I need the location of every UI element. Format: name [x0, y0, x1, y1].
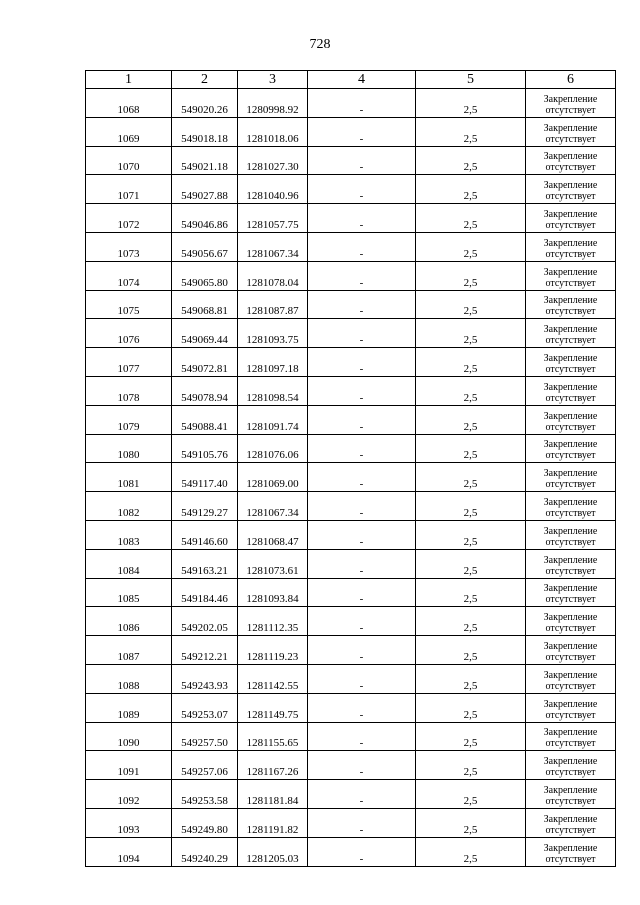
- fixation-status-cell: [526, 837, 616, 866]
- fixation-status-line-2: отсутствует: [545, 133, 596, 145]
- point-number-cell: 1089: [86, 693, 172, 722]
- fixation-status-line-2: отсутствует: [545, 248, 596, 260]
- fixation-status-line-1: Закрепление: [543, 324, 598, 336]
- fixation-status-line-1: Закрепление: [543, 180, 598, 192]
- column-4-cell: -: [308, 837, 416, 866]
- fixation-status-line-2: отсутствует: [545, 536, 596, 548]
- fixation-status-line-2: отсутствует: [545, 392, 596, 404]
- column-5-cell: 2,5: [416, 636, 526, 665]
- table-row: [86, 780, 616, 809]
- fixation-status-line-2: отсутствует: [545, 219, 596, 231]
- fixation-status-cell: [526, 405, 616, 434]
- fixation-status-cell: [526, 751, 616, 780]
- point-number-cell: 1084: [86, 549, 172, 578]
- fixation-status-line-1: Закрепление: [543, 151, 598, 163]
- table-row: [86, 808, 616, 837]
- column-5-cell: 2,5: [416, 146, 526, 175]
- fixation-status-cell: [526, 549, 616, 578]
- fixation-status-cell: [526, 693, 616, 722]
- column-4-cell: -: [308, 376, 416, 405]
- column-5-cell: 2,5: [416, 434, 526, 463]
- x-coordinate-cell: 549240.29: [172, 837, 238, 866]
- point-number-cell: 1083: [86, 520, 172, 549]
- fixation-status-cell: [526, 636, 616, 665]
- fixation-status-line-1: Закрепление: [543, 381, 598, 393]
- y-coordinate-cell: 1281097.18: [238, 348, 308, 377]
- fixation-status-line-2: отсутствует: [545, 767, 596, 779]
- table-row: [86, 175, 616, 204]
- fixation-status-line-2: отсутствует: [545, 277, 596, 289]
- y-coordinate-cell: 1281191.82: [238, 808, 308, 837]
- fixation-status-cell: [526, 463, 616, 492]
- point-number-cell: 1092: [86, 780, 172, 809]
- fixation-status-cell: [526, 664, 616, 693]
- table-row: [86, 290, 616, 319]
- column-5-cell: 2,5: [416, 693, 526, 722]
- point-number-cell: 1072: [86, 204, 172, 233]
- x-coordinate-cell: 549056.67: [172, 232, 238, 261]
- table-row: [86, 463, 616, 492]
- fixation-status-line-2: отсутствует: [545, 507, 596, 519]
- column-4-cell: -: [308, 204, 416, 233]
- x-coordinate-cell: 549078.94: [172, 376, 238, 405]
- column-4-cell: -: [308, 348, 416, 377]
- fixation-status-line-2: отсутствует: [545, 651, 596, 663]
- fixation-status-line-1: Закрепление: [543, 698, 598, 710]
- point-number-cell: 1070: [86, 146, 172, 175]
- column-header-6: 6: [526, 71, 616, 89]
- y-coordinate-cell: 1281076.06: [238, 434, 308, 463]
- x-coordinate-cell: 549129.27: [172, 492, 238, 521]
- x-coordinate-cell: 549020.26: [172, 89, 238, 118]
- y-coordinate-cell: 1281149.75: [238, 693, 308, 722]
- column-5-cell: 2,5: [416, 175, 526, 204]
- fixation-status-line-2: отсутствует: [545, 565, 596, 577]
- point-number-cell: 1073: [86, 232, 172, 261]
- fixation-status-line-1: Закрепление: [543, 842, 598, 854]
- table-row: [86, 578, 616, 607]
- x-coordinate-cell: 549243.93: [172, 664, 238, 693]
- x-coordinate-cell: 549117.40: [172, 463, 238, 492]
- fixation-status-cell: [526, 319, 616, 348]
- table-row: [86, 520, 616, 549]
- column-5-cell: 2,5: [416, 492, 526, 521]
- x-coordinate-cell: 549027.88: [172, 175, 238, 204]
- x-coordinate-cell: 549257.50: [172, 722, 238, 751]
- column-5-cell: 2,5: [416, 808, 526, 837]
- point-number-cell: 1076: [86, 319, 172, 348]
- fixation-status-cell: [526, 290, 616, 319]
- table-row: [86, 146, 616, 175]
- y-coordinate-cell: 1281057.75: [238, 204, 308, 233]
- point-number-cell: 1081: [86, 463, 172, 492]
- column-5-cell: 2,5: [416, 837, 526, 866]
- table-row: [86, 722, 616, 751]
- y-coordinate-cell: 1281067.34: [238, 492, 308, 521]
- table-row: [86, 376, 616, 405]
- fixation-status-line-1: Закрепление: [543, 93, 598, 105]
- fixation-status-line-1: Закрепление: [543, 727, 598, 739]
- fixation-status-line-2: отсутствует: [545, 104, 596, 116]
- column-4-cell: -: [308, 751, 416, 780]
- fixation-status-line-2: отсутствует: [545, 306, 596, 318]
- fixation-status-cell: [526, 578, 616, 607]
- column-5-cell: 2,5: [416, 117, 526, 146]
- fixation-status-line-2: отсутствует: [545, 594, 596, 606]
- table-row: [86, 261, 616, 290]
- column-5-cell: 2,5: [416, 751, 526, 780]
- column-4-cell: -: [308, 578, 416, 607]
- column-4-cell: -: [308, 117, 416, 146]
- column-5-cell: 2,5: [416, 664, 526, 693]
- y-coordinate-cell: 1281040.96: [238, 175, 308, 204]
- fixation-status-cell: [526, 607, 616, 636]
- x-coordinate-cell: 549065.80: [172, 261, 238, 290]
- y-coordinate-cell: 1281067.34: [238, 232, 308, 261]
- point-number-cell: 1074: [86, 261, 172, 290]
- table-row: [86, 751, 616, 780]
- fixation-status-line-2: отсутствует: [545, 162, 596, 174]
- fixation-status-cell: [526, 89, 616, 118]
- point-number-cell: 1094: [86, 837, 172, 866]
- y-coordinate-cell: 1281142.55: [238, 664, 308, 693]
- x-coordinate-cell: 549069.44: [172, 319, 238, 348]
- fixation-status-line-1: Закрепление: [543, 669, 598, 681]
- fixation-status-line-2: отсутствует: [545, 853, 596, 865]
- column-4-cell: -: [308, 232, 416, 261]
- fixation-status-line-1: Закрепление: [543, 352, 598, 364]
- y-coordinate-cell: 1281018.06: [238, 117, 308, 146]
- fixation-status-line-2: отсутствует: [545, 709, 596, 721]
- fixation-status-cell: [526, 808, 616, 837]
- fixation-status-cell: [526, 348, 616, 377]
- column-4-cell: -: [308, 434, 416, 463]
- x-coordinate-cell: 549253.58: [172, 780, 238, 809]
- column-4-cell: -: [308, 290, 416, 319]
- y-coordinate-cell: 1281093.84: [238, 578, 308, 607]
- fixation-status-line-2: отсутствует: [545, 680, 596, 692]
- table-row: [86, 664, 616, 693]
- column-4-cell: -: [308, 636, 416, 665]
- fixation-status-line-1: Закрепление: [543, 266, 598, 278]
- x-coordinate-cell: 549212.21: [172, 636, 238, 665]
- y-coordinate-cell: 1281112.35: [238, 607, 308, 636]
- column-4-cell: -: [308, 175, 416, 204]
- column-4-cell: -: [308, 549, 416, 578]
- y-coordinate-cell: 1281098.54: [238, 376, 308, 405]
- table-row: [86, 607, 616, 636]
- fixation-status-line-1: Закрепление: [543, 122, 598, 134]
- fixation-status-line-1: Закрепление: [543, 525, 598, 537]
- x-coordinate-cell: 549046.86: [172, 204, 238, 233]
- fixation-status-line-1: Закрепление: [543, 813, 598, 825]
- y-coordinate-cell: 1281087.87: [238, 290, 308, 319]
- column-header-1: 1: [86, 71, 172, 89]
- fixation-status-line-1: Закрепление: [543, 554, 598, 566]
- fixation-status-line-2: отсутствует: [545, 795, 596, 807]
- point-number-cell: 1086: [86, 607, 172, 636]
- x-coordinate-cell: 549163.21: [172, 549, 238, 578]
- x-coordinate-cell: 549072.81: [172, 348, 238, 377]
- table-row: [86, 837, 616, 866]
- fixation-status-line-1: Закрепление: [543, 756, 598, 768]
- fixation-status-cell: [526, 434, 616, 463]
- column-4-cell: -: [308, 607, 416, 636]
- column-5-cell: 2,5: [416, 376, 526, 405]
- column-5-cell: 2,5: [416, 520, 526, 549]
- y-coordinate-cell: 1281069.00: [238, 463, 308, 492]
- column-5-cell: 2,5: [416, 348, 526, 377]
- y-coordinate-cell: 1281027.30: [238, 146, 308, 175]
- fixation-status-line-1: Закрепление: [543, 612, 598, 624]
- point-number-cell: 1088: [86, 664, 172, 693]
- table-body: [86, 89, 616, 867]
- column-5-cell: 2,5: [416, 89, 526, 118]
- y-coordinate-cell: 1281078.04: [238, 261, 308, 290]
- column-4-cell: -: [308, 808, 416, 837]
- column-4-cell: -: [308, 693, 416, 722]
- fixation-status-line-2: отсутствует: [545, 450, 596, 462]
- fixation-status-cell: [526, 492, 616, 521]
- table-row: [86, 117, 616, 146]
- point-number-cell: 1077: [86, 348, 172, 377]
- column-5-cell: 2,5: [416, 290, 526, 319]
- fixation-status-line-1: Закрепление: [543, 237, 598, 249]
- point-number-cell: 1082: [86, 492, 172, 521]
- fixation-status-cell: [526, 232, 616, 261]
- fixation-status-line-2: отсутствует: [545, 335, 596, 347]
- point-number-cell: 1080: [86, 434, 172, 463]
- point-number-cell: 1091: [86, 751, 172, 780]
- point-number-cell: 1075: [86, 290, 172, 319]
- column-4-cell: -: [308, 89, 416, 118]
- y-coordinate-cell: 1281073.61: [238, 549, 308, 578]
- table-row: [86, 492, 616, 521]
- fixation-status-line-1: Закрепление: [543, 496, 598, 508]
- table-row: [86, 549, 616, 578]
- y-coordinate-cell: 1281167.26: [238, 751, 308, 780]
- column-4-cell: -: [308, 319, 416, 348]
- x-coordinate-cell: 549105.76: [172, 434, 238, 463]
- point-number-cell: 1093: [86, 808, 172, 837]
- fixation-status-line-2: отсутствует: [545, 363, 596, 375]
- column-4-cell: -: [308, 664, 416, 693]
- column-5-cell: 2,5: [416, 549, 526, 578]
- fixation-status-cell: [526, 722, 616, 751]
- fixation-status-cell: [526, 520, 616, 549]
- column-4-cell: -: [308, 405, 416, 434]
- table-row: [86, 348, 616, 377]
- column-4-cell: -: [308, 463, 416, 492]
- fixation-status-line-2: отсутствует: [545, 623, 596, 635]
- column-4-cell: -: [308, 780, 416, 809]
- x-coordinate-cell: 549202.05: [172, 607, 238, 636]
- x-coordinate-cell: 549184.46: [172, 578, 238, 607]
- column-5-cell: 2,5: [416, 607, 526, 636]
- fixation-status-line-2: отсутствует: [545, 738, 596, 750]
- fixation-status-cell: [526, 117, 616, 146]
- point-number-cell: 1078: [86, 376, 172, 405]
- table-row: [86, 204, 616, 233]
- x-coordinate-cell: 549018.18: [172, 117, 238, 146]
- fixation-status-cell: [526, 146, 616, 175]
- column-5-cell: 2,5: [416, 319, 526, 348]
- fixation-status-line-1: Закрепление: [543, 468, 598, 480]
- point-number-cell: 1071: [86, 175, 172, 204]
- coordinates-table: [85, 70, 616, 867]
- fixation-status-cell: [526, 780, 616, 809]
- column-header-5: 5: [416, 71, 526, 89]
- fixation-status-line-1: Закрепление: [543, 583, 598, 595]
- column-5-cell: 2,5: [416, 780, 526, 809]
- point-number-cell: 1068: [86, 89, 172, 118]
- column-header-3: 3: [238, 71, 308, 89]
- table-row: [86, 405, 616, 434]
- y-coordinate-cell: 1281093.75: [238, 319, 308, 348]
- column-4-cell: -: [308, 722, 416, 751]
- fixation-status-line-2: отсутствует: [545, 421, 596, 433]
- column-4-cell: -: [308, 492, 416, 521]
- y-coordinate-cell: 1281155.65: [238, 722, 308, 751]
- y-coordinate-cell: 1281068.47: [238, 520, 308, 549]
- x-coordinate-cell: 549088.41: [172, 405, 238, 434]
- point-number-cell: 1069: [86, 117, 172, 146]
- fixation-status-line-1: Закрепление: [543, 784, 598, 796]
- table-row: [86, 693, 616, 722]
- fixation-status-line-1: Закрепление: [543, 640, 598, 652]
- column-5-cell: 2,5: [416, 578, 526, 607]
- y-coordinate-cell: 1281091.74: [238, 405, 308, 434]
- column-5-cell: 2,5: [416, 232, 526, 261]
- fixation-status-line-1: Закрепление: [543, 410, 598, 422]
- point-number-cell: 1085: [86, 578, 172, 607]
- fixation-status-line-2: отсутствует: [545, 479, 596, 491]
- fixation-status-line-1: Закрепление: [543, 208, 598, 220]
- point-number-cell: 1090: [86, 722, 172, 751]
- column-5-cell: 2,5: [416, 463, 526, 492]
- column-header-2: 2: [172, 71, 238, 89]
- x-coordinate-cell: 549253.07: [172, 693, 238, 722]
- column-5-cell: 2,5: [416, 204, 526, 233]
- fixation-status-line-2: отсутствует: [545, 191, 596, 203]
- x-coordinate-cell: 549146.60: [172, 520, 238, 549]
- y-coordinate-cell: 1281205.03: [238, 837, 308, 866]
- column-5-cell: 2,5: [416, 722, 526, 751]
- point-number-cell: 1079: [86, 405, 172, 434]
- column-4-cell: -: [308, 520, 416, 549]
- column-4-cell: -: [308, 261, 416, 290]
- table-row: [86, 89, 616, 118]
- x-coordinate-cell: 549257.06: [172, 751, 238, 780]
- fixation-status-cell: [526, 376, 616, 405]
- fixation-status-cell: [526, 261, 616, 290]
- fixation-status-line-1: Закрепление: [543, 439, 598, 451]
- table-row: [86, 232, 616, 261]
- fixation-status-cell: [526, 175, 616, 204]
- table-row: [86, 636, 616, 665]
- x-coordinate-cell: 549068.81: [172, 290, 238, 319]
- page-number: 728: [309, 37, 331, 52]
- y-coordinate-cell: 1281181.84: [238, 780, 308, 809]
- table-row: [86, 319, 616, 348]
- column-5-cell: 2,5: [416, 405, 526, 434]
- table-row: [86, 434, 616, 463]
- fixation-status-cell: [526, 204, 616, 233]
- column-4-cell: -: [308, 146, 416, 175]
- y-coordinate-cell: 1280998.92: [238, 89, 308, 118]
- table-header-row: [86, 71, 616, 89]
- fixation-status-line-2: отсутствует: [545, 824, 596, 836]
- column-5-cell: 2,5: [416, 261, 526, 290]
- fixation-status-line-1: Закрепление: [543, 295, 598, 307]
- x-coordinate-cell: 549021.18: [172, 146, 238, 175]
- column-header-4: 4: [308, 71, 416, 89]
- point-number-cell: 1087: [86, 636, 172, 665]
- y-coordinate-cell: 1281119.23: [238, 636, 308, 665]
- x-coordinate-cell: 549249.80: [172, 808, 238, 837]
